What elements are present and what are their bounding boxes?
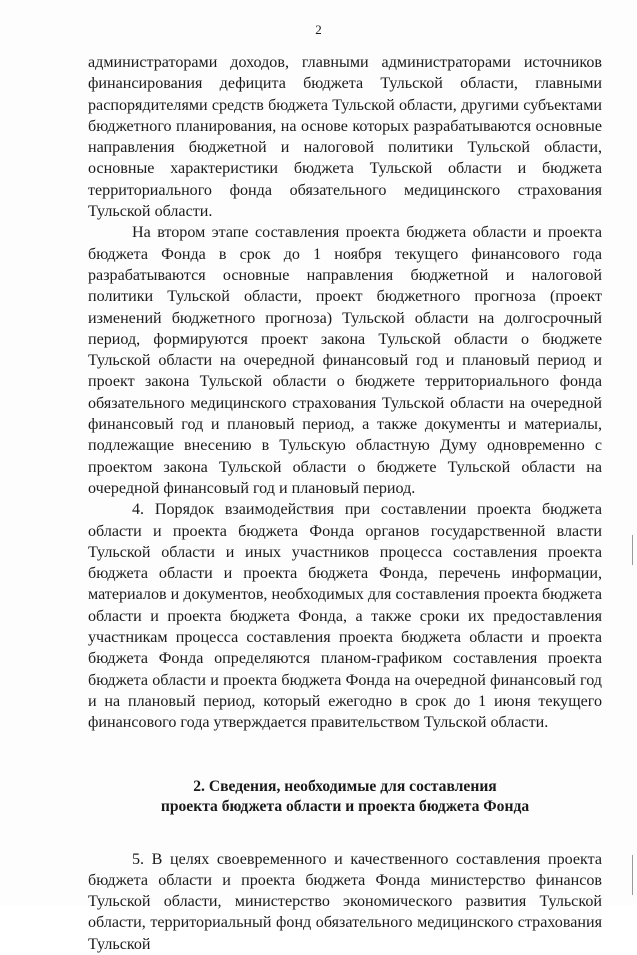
paragraph-item-5: 5. В целях своевременного и качественного составления проекта бюджета области и проекта бюджета Фонда министерство финансов Тульской области, министерство экономического развития Тульской области, территориальный фонд обязательного медицинского страхования Тульской <box>88 850 602 953</box>
document-body <box>88 52 602 955</box>
section-heading <box>88 777 602 817</box>
scan-edge-mark <box>632 855 633 895</box>
section-heading-line-2: проекта бюджета области и проекта бюджета Фонда <box>160 797 530 815</box>
scan-edge-mark <box>632 535 633 565</box>
paragraph-item-4: 4. Порядок взаимодействия при составлении проекта бюджета области и проекта бюджета Фонда органов государственной власти Тульской области и иных участников процесса составления проекта бюджета области и проекта бюджета Фонда, перечень информации, материалов и документов, необходимых для составления проекта бюджета области и проекта бюджета Фонда, а также сроки их предоставления участникам процесса составления проекта бюджета области и проекта бюджета Фонда определяются планом-графиком составления проекта бюджета области и проекта бюджета Фонда на очередной финансовый год и на плановый период, который ежегодно в срок до 1 июня текущего финансового года утверждается правительством Тульской области. <box>88 501 602 732</box>
paragraph-continuation: администраторами доходов, главными администраторами источников финансирования дефицита бюджета Тульской области, главными распорядителями средств бюджета Тульской области, другими субъектами бюджетного планирования, на основе которых разрабатываются основные направления бюджетной и налоговой политики Тульской области, основные характеристики бюджета Тульской области и бюджета территориального фонда обязательного медицинского страхования Тульской области. <box>88 54 602 221</box>
paragraph-second-stage: На втором этапе составления проекта бюджета области и проекта бюджета Фонда в срок до 1 ноября текущего финансового года разрабатываются основные направления бюджетной и налоговой политики Тульской области, проект бюджетного прогноза (проект изменений бюджетного прогноза) Тульской области на долгосрочный период, формируются проект закона Тульской области о бюджете Тульской области на очередной финансовый год и плановый период и проект закона Тульской области о бюджете территориального фонда обязательного медицинского страхования Тульской области на очередной финансовый год и плановый период, а также документы и материалы, подлежащие внесению в Тульскую областную Думу одновременно с проектом закона Тульской области о бюджете Тульской области на очередной финансовый год и плановый период. <box>88 224 602 497</box>
section-heading-line-1: 2. Сведения, необходимые для составления <box>193 777 497 795</box>
page-number: 2 <box>315 22 322 37</box>
